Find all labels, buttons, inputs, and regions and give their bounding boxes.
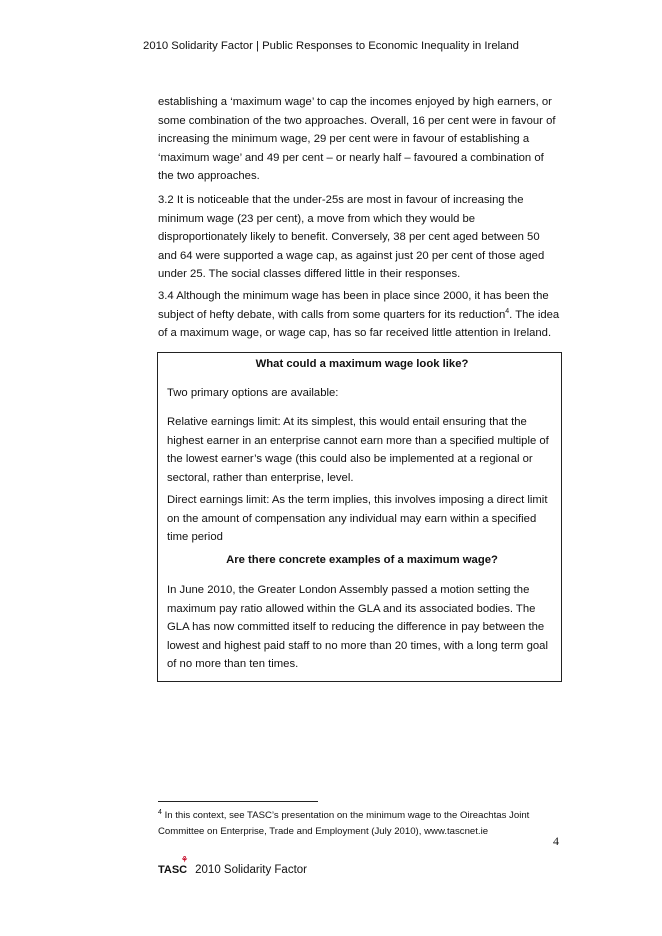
heading-text: Are there concrete examples of a maximum wage? <box>226 554 498 566</box>
box-intro <box>167 384 557 403</box>
text-line: of no more than ten times. <box>167 658 299 670</box>
tasc-logo <box>158 855 189 876</box>
text-line: disproportionately likely to benefit. Conversely, 38 per cent aged between 50 <box>158 231 540 243</box>
text-line: of a maximum wage, or wage cap, has so far received little attention in Ireland. <box>158 327 552 339</box>
maximum-wage-textbox <box>157 352 562 682</box>
footer <box>158 855 308 876</box>
text-line: Direct earnings limit: As the term implies, this involves imposing a direct limit <box>167 494 548 506</box>
running-header: 2010 Solidarity Factor | Public Responses to Economic Inequality in Ireland <box>143 40 519 52</box>
text-line: time period <box>167 531 223 543</box>
text-line: Relative earnings limit: At its simplest, this would entail ensuring that the <box>167 416 527 428</box>
logo-text: TASC <box>158 864 188 876</box>
footer-title: 2010 Solidarity Factor <box>195 864 308 876</box>
text-line: 3.4 Although the minimum wage has been in place since 2000, it has been the <box>158 290 549 302</box>
footnote-number: 4 <box>158 808 162 816</box>
paragraph-1 <box>158 93 568 186</box>
footnote-reference[interactable]: 4 <box>505 307 510 315</box>
footnote <box>158 808 529 840</box>
box-relative-limit <box>167 413 557 487</box>
box-direct-limit <box>167 491 557 547</box>
text-line: minimum wage (23 per cent), a move from which they would be <box>158 212 476 225</box>
text-line: the lowest earner’s wage (this could also be implemented at a regional or <box>167 453 533 465</box>
text-line: lowest and highest paid staff to no more than 20 times, with a long term goal <box>167 639 548 652</box>
paragraph-2 <box>158 191 568 284</box>
text-line: highest earner in an enterprise cannot earn more than a specified multiple of <box>167 434 549 447</box>
text-line: GLA has now committed itself to reducing the difference in pay between the <box>167 621 545 633</box>
text-line: maximum pay ratio allowed within the GLA and its associated bodies. The <box>167 602 536 615</box>
text-line: some combination of the two approaches. Overall, 16 per cent were in favour of <box>158 114 556 127</box>
text-line: Committee on Enterprise, Trade and Employment (July 2010), www.tascnet.ie <box>158 826 489 837</box>
text-segment: . The idea <box>509 308 560 321</box>
text-line <box>158 306 568 325</box>
text-line: sectoral, rather than enterprise, level. <box>167 471 354 484</box>
text-segment: In this context, see TASC’s presentation on the minimum wage to the Oireachtas Joint <box>161 810 530 821</box>
text-line: In June 2010, the Greater London Assembly passed a motion setting the <box>167 584 530 596</box>
box-heading-1 <box>167 355 557 374</box>
box-heading-2 <box>167 551 557 570</box>
text-line: and 64 were supported a wage cap, as against just 20 per cent of those aged <box>158 249 545 262</box>
logo-mark-icon: ⚘ <box>181 855 189 864</box>
paragraph-3 <box>158 287 568 343</box>
box-example <box>167 581 557 674</box>
text-line <box>158 808 529 824</box>
text-line: 3.2 It is noticeable that the under-25s are most in favour of increasing the <box>158 194 524 206</box>
text-line: ‘maximum wage’ and 49 per cent – or nearly half – favoured a combination of <box>158 151 544 164</box>
text-line: under 25. The social classes differed little in their responses. <box>158 268 461 280</box>
text-line: the two approaches. <box>158 170 260 182</box>
text-segment: subject of hefty debate, with calls from some quarters for its reduction <box>158 308 506 321</box>
footnote-separator <box>158 801 318 802</box>
text-line: on the amount of compensation any individual may earn within a specified <box>167 512 537 525</box>
heading-text: What could a maximum wage look like? <box>255 358 469 370</box>
text-line: Two primary options are available: <box>167 387 339 399</box>
page-number: 4 <box>553 834 559 848</box>
text-line: increasing the minimum wage, 29 per cent were in favour of establishing a <box>158 133 530 145</box>
text-line: establishing a ‘maximum wage’ to cap the incomes enjoyed by high earners, or <box>158 96 552 108</box>
